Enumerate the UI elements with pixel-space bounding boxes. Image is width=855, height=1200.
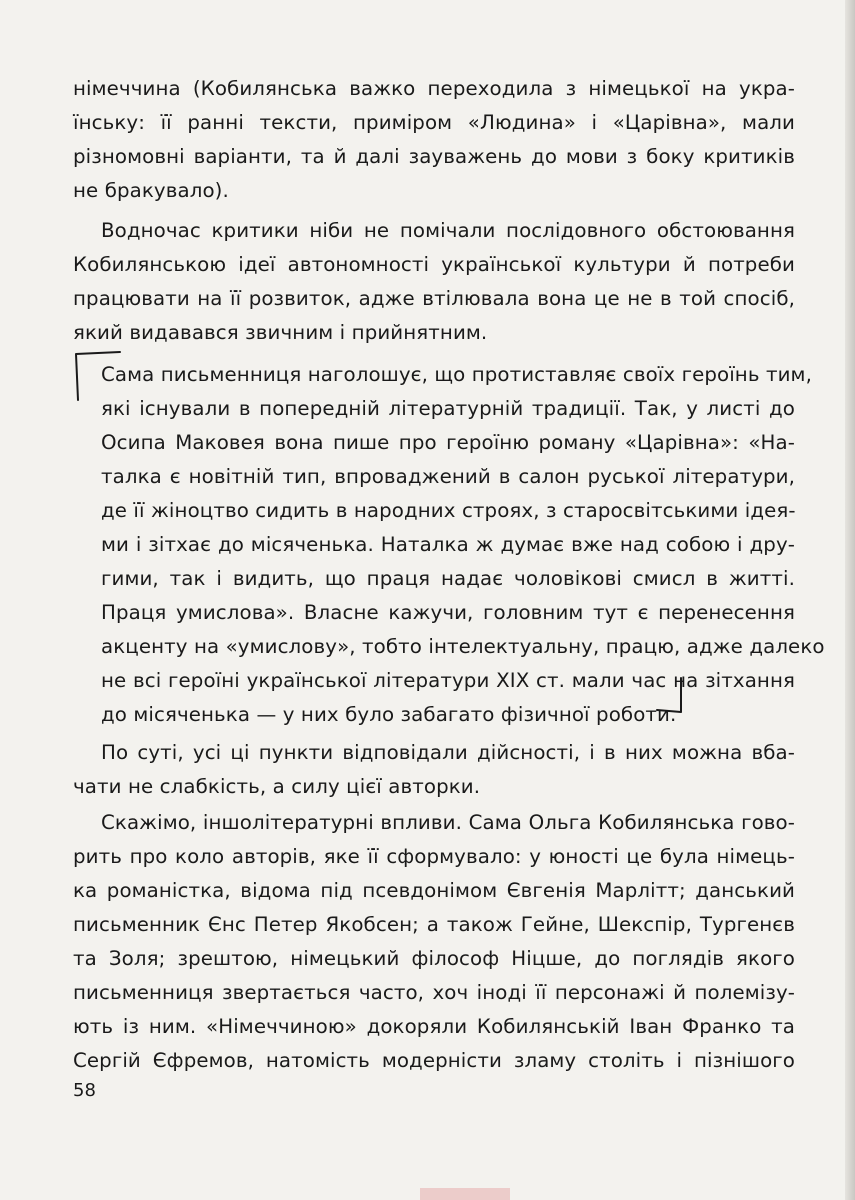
- quote-line: Праця умислова». Власне кажучи, головним тут є перенесення: [101, 601, 795, 624]
- text-line: працювати на її розвиток, адже втілювала вона це не в той спосіб,: [73, 287, 795, 310]
- quote-line: до місяченька — у них було забагато фізичної роботи.: [101, 703, 677, 726]
- text-line: Скажімо, іншолітературні впливи. Сама Ольга Кобилянська гово-: [101, 811, 795, 834]
- text-line: різномовні варіанти, та й далі зауважень до мови з боку критиків: [73, 145, 795, 168]
- page-number: 58: [73, 1080, 96, 1101]
- quote-line: Сама письменниця наголошує, що протиставляє своїх героїнь тим,: [101, 363, 812, 386]
- text-line: Водночас критики ніби не помічали послідовного обстоювання: [101, 219, 795, 242]
- text-line: та Золя; зрештою, німецький філософ Ніцше, до поглядів якого: [73, 947, 795, 970]
- quote-line: гими, так і видить, що праця надає чоловікові смисл в житті.: [101, 567, 795, 590]
- text-line: ють із ним. «Німеччиною» докоряли Кобилянській Іван Франко та: [73, 1015, 795, 1038]
- page-bottom-mark: [420, 1188, 510, 1200]
- quote-line: ми і зітхає до місяченька. Наталка ж думає вже над собою і дру-: [101, 533, 795, 556]
- text-line: який видавався звичним і прийнятним.: [73, 321, 488, 344]
- text-line: Кобилянською ідеї автономності української культури й потреби: [73, 253, 795, 276]
- page-edge: [845, 0, 855, 1200]
- text-line: письменник Єнс Петер Якобсен; а також Гейне, Шекспір, Тургенєв: [73, 913, 795, 936]
- quote-line: не всі героїні української літератури XIX ст. мали час на зітхання: [101, 669, 795, 692]
- text-line: німеччина (Кобилянська важко переходила з німецької на укра-: [73, 77, 795, 100]
- quote-line: акценту на «умислову», тобто інтелектуальну, працю, адже далеко: [101, 635, 825, 658]
- text-line: чати не слабкість, а силу цієї авторки.: [73, 775, 481, 798]
- text-line: По суті, усі ці пункти відповідали дійсності, і в них можна вба-: [101, 741, 795, 764]
- text-line: не бракувало).: [73, 179, 229, 202]
- text-line: письменниця звертається часто, хоч іноді її персонажі й полемізу-: [73, 981, 795, 1004]
- text-line: рить про коло авторів, яке її сформувало: у юності це була німець-: [73, 845, 795, 868]
- text-line: Сергій Єфремов, натомість модерністи зламу століть і пізнішого: [73, 1049, 795, 1072]
- quote-line: талка є новітній тип, впроваджений в салон руської літератури,: [101, 465, 795, 488]
- text-line: їнську: її ранні тексти, приміром «Людина» і «Царівна», мали: [73, 111, 795, 134]
- text-line: ка романістка, відома під псевдонімом Євгенія Марлітт; данський: [73, 879, 795, 902]
- quote-line: які існували в попередній літературній традиції. Так, у листі до: [101, 397, 795, 420]
- quote-line: Осипа Маковея вона пише про героїню роману «Царівна»: «На-: [101, 431, 795, 454]
- quote-line: де її жіноцтво сидить в народних строях, з старосвітськими ідея-: [101, 499, 796, 522]
- quote-bracket-close-icon: [655, 676, 687, 716]
